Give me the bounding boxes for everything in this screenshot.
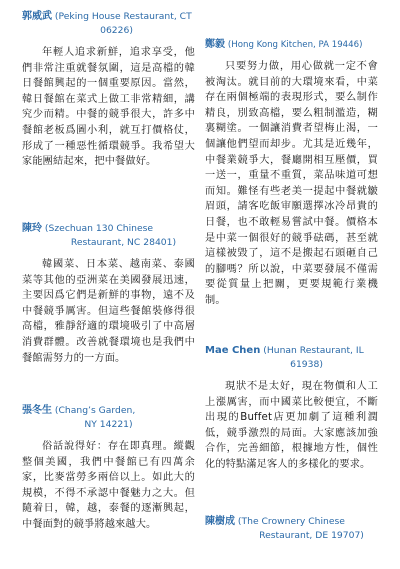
comment-text: 年輕人追求新鮮，追求享受，他們非常注重就餐氛圍，這是高檔的韓日餐館興起的一個重要原因。當然，韓日餐館在菜式上做工非常精細，講究少而精。中餐的競爭很大，許多中餐館老板爲圖小利，就互打價格仗，形成了一種惡性循環競爭。我希望大家能團結起來，把中餐做好。 xyxy=(22,47,195,168)
restaurant-info: (Hong Kong Kitchen, PA 19446) xyxy=(227,40,363,50)
restaurant-info-cont: NY 14221) xyxy=(84,419,133,430)
author-line xyxy=(22,10,195,38)
entry-zhang-dongsheng xyxy=(22,404,195,533)
restaurant-info-cont: Restaurant, NC 28401) xyxy=(70,237,177,248)
author-name: 張冬生 xyxy=(22,405,52,416)
author-name: 郭威武 xyxy=(22,11,52,22)
entry-guo-weiwu xyxy=(22,10,195,170)
author-line xyxy=(22,404,195,432)
author-line xyxy=(22,222,195,250)
restaurant-info-cont: Restaurant, DE 19707) xyxy=(259,530,364,541)
author-name: 鄭毅 xyxy=(205,39,225,50)
entry-mae-chen xyxy=(205,344,378,473)
entry-zheng-yi xyxy=(205,38,378,309)
author-name: Mae Chen xyxy=(205,345,261,356)
entry-chen-shucheng xyxy=(205,515,378,543)
comment-text: 只要努力做，用心做就一定不會被淘汰。就目前的大環境來看，中菜存在兩個極端的表現形式，要么制作精良，別致高檔，要么粗制濫造，糊裏糊塗。一個讓消費者望梅止渴，一個讓他們望而却步。尤其是近幾年，中餐業競爭大，餐廳開相互壓價，買一送一，重量不重質，菜品味道可想而知。難怪有些老美一提起中餐就皺眉頭，請客吃飯审願選擇冰冷昂貴的日餐，也不敢輕易嘗試中餐。價格本是中菜一個很好的競爭砝碼，甚至就這樣被毀了，這不是搬起石頭砸自己的腳嗎？所以說，中菜要發展不僅需要從質量上把關，更要規範行業機制。 xyxy=(205,61,378,306)
restaurant-info: (The Crownery Chinese xyxy=(237,516,345,527)
restaurant-info-cont: 06226) xyxy=(100,25,133,36)
entry-chen-ling xyxy=(22,222,195,366)
restaurant-info: (Szechuan 130 Chinese xyxy=(44,223,154,234)
comment-text: 現狀不是太好，現在物價和人工上漲厲害，而中國菜比較便宜，不斷出現的Buffet店更加劇了這種利潤低，競爭激烈的局面。大家應該加強合作，完善細節，根據地方性，個性化的特點滿足客人的多樣化的要求。 xyxy=(205,381,378,470)
restaurant-info-cont: 61938) xyxy=(290,359,323,370)
restaurant-info: (Peking House Restaurant, CT xyxy=(54,11,192,22)
comment-text: 韓國菜、日本菜、越南菜、泰國菜等其他的亞洲菜在美國發展迅速，主要因爲它們是新鮮的事物，遠不及中餐競爭厲害。但這些餐館裝修得很高檔，雅靜舒適的環境吸引了中高層消費群體。改善就餐環境也是我們中餐館需努力的一方面。 xyxy=(22,259,195,364)
comment-text: 俗話說得好：存在即真理。縱觀整個美國，我們中餐館已有四萬余家，比麥當勞多兩倍以上。如此大的規模，不得不承認中餐魅力之大。但隨着日，韓，越，泰餐的逐漸興起，中餐面對的競爭將越來越大。 xyxy=(22,441,195,530)
author-line xyxy=(205,515,378,543)
author-name: 陳樹成 xyxy=(205,516,235,527)
restaurant-info: (Chang’s Garden, xyxy=(54,405,136,416)
author-line xyxy=(205,38,378,52)
author-line xyxy=(205,344,378,372)
restaurant-info: (Hunan Restaurant, IL xyxy=(263,345,364,356)
author-name: 陳玲 xyxy=(22,223,42,234)
